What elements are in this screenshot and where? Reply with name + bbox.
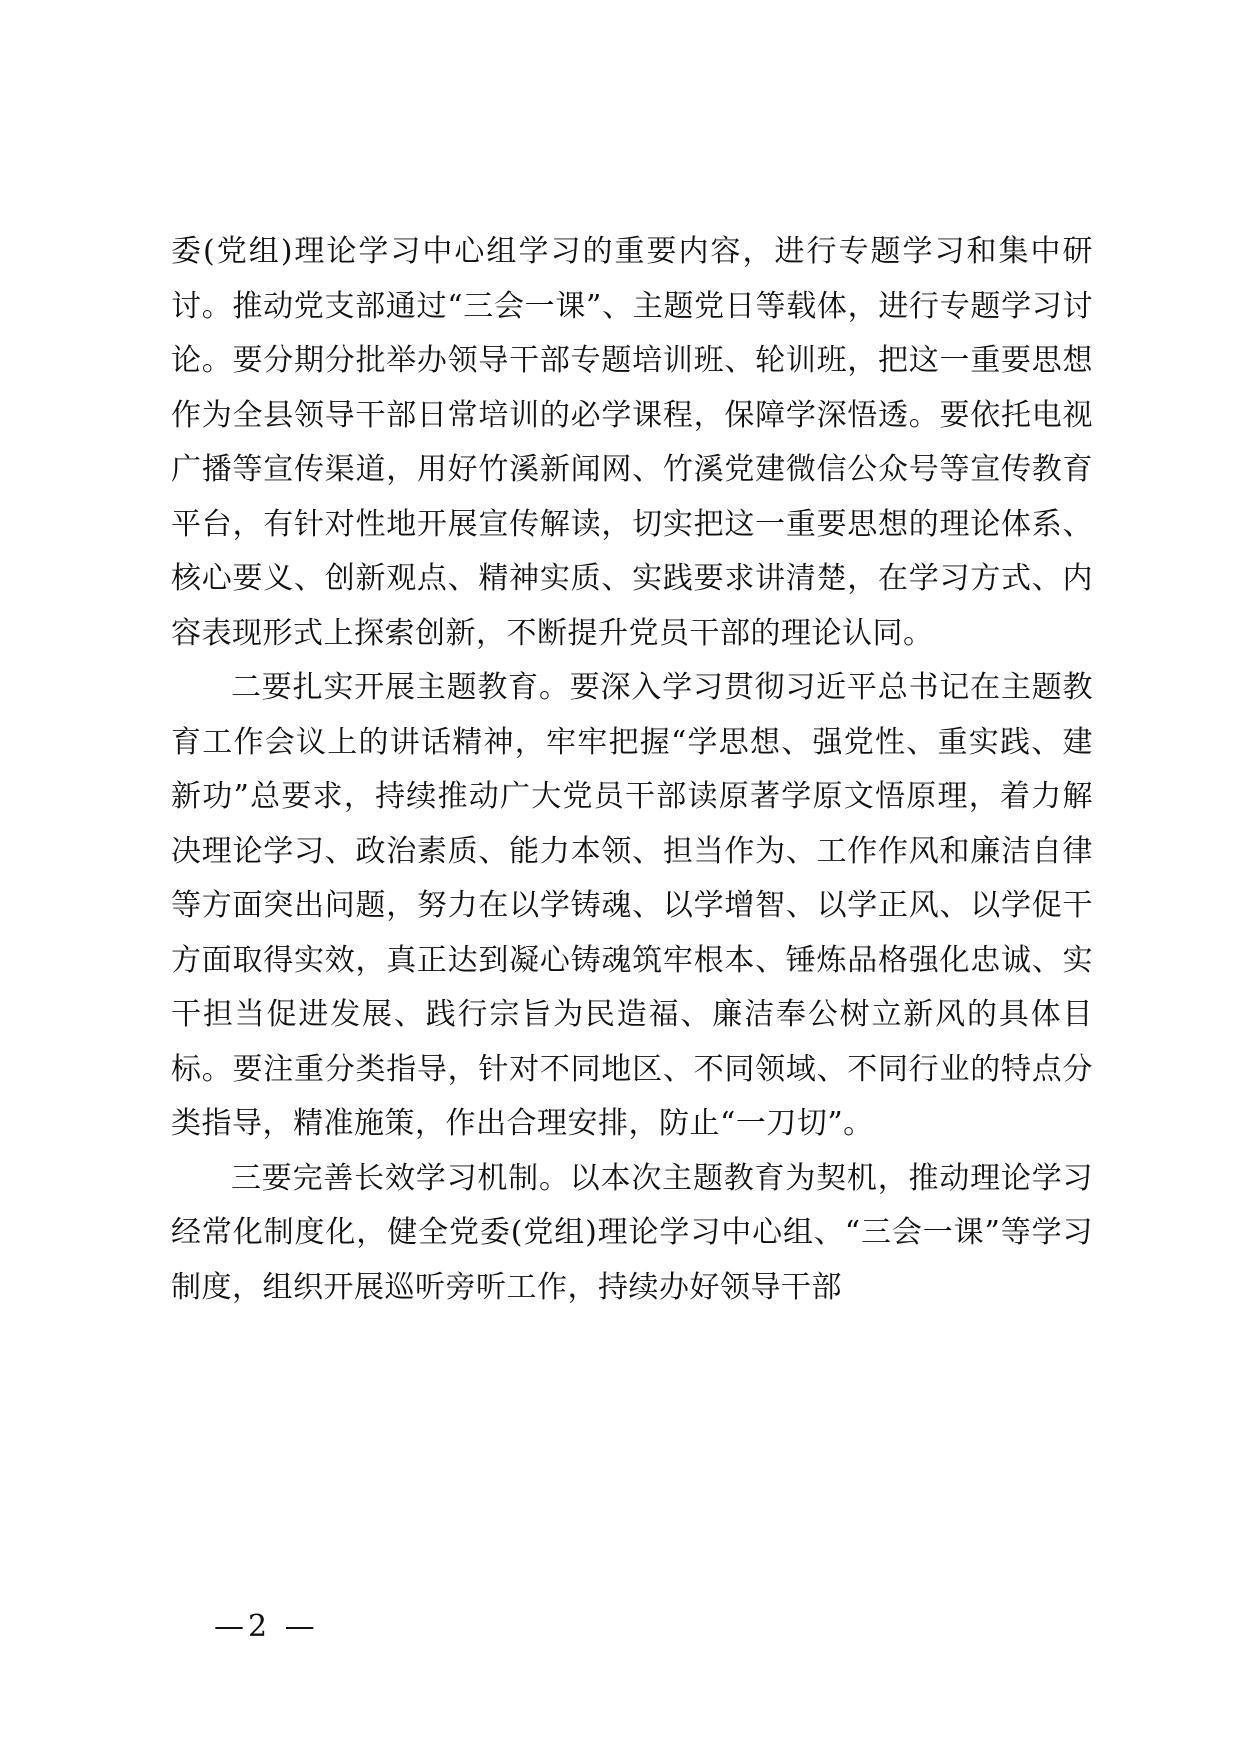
document-body bbox=[171, 225, 1093, 1315]
page-number: —2 — bbox=[214, 1609, 319, 1644]
paragraph-2: 二要扎实开展主题教育。要深入学习贯彻习近平总书记在主题教育工作会议上的讲话精神，牢牢把握“学思想、强党性、重实践、建新功”总要求，持续推动广大党员干部读原著学原文悟原理，着力解决理论学习、政治素质、能力本领、担当作为、工作作风和廉洁自律等方面突出问题，努力在以学铸魂、以学增智、以学正风、以学促干方面取得实效，真正达到凝心铸魂筑牢根本、锤炼品格强化忠诚、实干担当促进发展、践行宗旨为民造福、廉洁奉公树立新风的具体目标。要注重分类指导，针对不同地区、不同领域、不同行业的特点分类指导，精准施策，作出合理安排，防止“一刀切”。 bbox=[171, 670, 1093, 1141]
paragraph-1: 委(党组)理论学习中心组学习的重要内容，进行专题学习和集中研讨。推动党支部通过“三会一课”、主题党日等载体，进行专题学习讨论。要分期分批举办领导干部专题培训班、轮训班，把这一重要思想作为全县领导干部日常培训的必学课程，保障学深悟透。要依托电视广播等宣传渠道，用好竹溪新闻网、竹溪党建微信公众号等宣传教育平台，有针对性地开展宣传解读，切实把这一重要思想的理论体系、核心要义、创新观点、精神实质、实践要求讲清楚，在学习方式、内容表现形式上探索创新，不断提升党员干部的理论认同。 bbox=[171, 234, 1093, 651]
paragraph-3: 三要完善长效学习机制。以本次主题教育为契机，推动理论学习经常化制度化，健全党委(党组)理论学习中心组、“三会一课”等学习制度，组织开展巡听旁听工作，持续办好领导干部 bbox=[171, 1160, 1093, 1305]
